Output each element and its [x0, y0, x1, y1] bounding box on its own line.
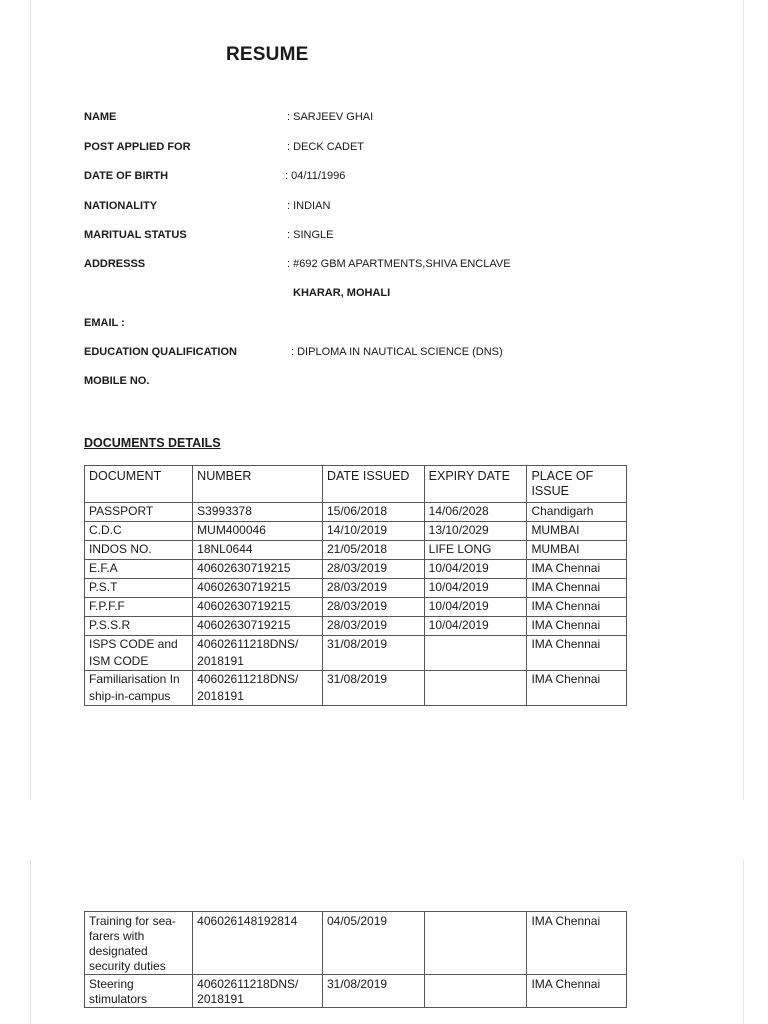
cell-number: MUM400046	[193, 522, 323, 541]
cell-number: 18NL0644	[193, 541, 323, 560]
cell-document: F.P.F.F	[85, 598, 193, 617]
address-line-1: : #692 GBM APARTMENTS,SHIVA ENCLAVE	[287, 258, 511, 270]
cell-date-issued: 28/03/2019	[322, 579, 424, 598]
cell-document: PASSPORT	[85, 503, 193, 522]
table-row	[85, 617, 627, 636]
address-line-2: KHARAR, MOHALI	[293, 287, 391, 299]
cell-number: 40602630719215	[193, 579, 323, 598]
header-date-issued: DATE ISSUED	[322, 466, 424, 503]
cell-place-of-issue: IMA Chennai	[527, 617, 627, 636]
nationality-label: NATIONALITY	[84, 200, 158, 212]
cell-place-of-issue: MUMBAI	[527, 522, 627, 541]
cell-document: P.S.T	[85, 579, 193, 598]
marital-status-value: : SINGLE	[287, 229, 334, 241]
cell-number: 40602611218DNS/ 2018191	[193, 636, 323, 671]
cell-place-of-issue: IMA Chennai	[527, 579, 627, 598]
cell-expiry-date: 10/04/2019	[424, 617, 527, 636]
cell-number: 40602630719215	[193, 598, 323, 617]
cell-number: 40602630719215	[193, 617, 323, 636]
cell-date-issued: 14/10/2019	[322, 522, 424, 541]
post-label: POST APPLIED FOR	[84, 141, 191, 153]
table-row	[85, 598, 627, 617]
table-row	[85, 912, 627, 975]
header-expiry-date: EXPIRY DATE	[424, 466, 527, 503]
resume-title: RESUME	[226, 44, 309, 65]
cell-expiry-date	[424, 636, 527, 671]
cell-expiry-date	[424, 671, 527, 706]
cell-place-of-issue: Chandigarh	[527, 503, 627, 522]
table-row	[85, 503, 627, 522]
cell-date-issued: 31/08/2019	[322, 975, 424, 1008]
table-row	[85, 560, 627, 579]
cell-place-of-issue: IMA Chennai	[527, 671, 627, 706]
dob-label: DATE OF BIRTH	[84, 170, 169, 182]
table-row	[85, 975, 627, 1008]
cell-number: 40602611218DNS/ 2018191	[193, 975, 323, 1008]
cell-date-issued: 31/08/2019	[322, 636, 424, 671]
cell-expiry-date: LIFE LONG	[424, 541, 527, 560]
cell-document: Familiarisation In ship-in-campus	[85, 671, 193, 706]
email-label: EMAIL :	[84, 317, 125, 329]
table-row	[85, 636, 627, 671]
cell-place-of-issue: IMA Chennai	[527, 598, 627, 617]
cell-place-of-issue: IMA Chennai	[527, 975, 627, 1008]
cell-place-of-issue: IMA Chennai	[527, 912, 627, 975]
cell-expiry-date: 10/04/2019	[424, 560, 527, 579]
table-row	[85, 541, 627, 560]
cell-expiry-date: 10/04/2019	[424, 579, 527, 598]
cell-document: E.F.A	[85, 560, 193, 579]
cell-expiry-date: 13/10/2029	[424, 522, 527, 541]
cell-date-issued: 15/06/2018	[322, 503, 424, 522]
table-row	[85, 522, 627, 541]
cell-expiry-date	[424, 912, 527, 975]
cell-expiry-date: 14/06/2028	[424, 503, 527, 522]
address-label: ADDRESSS	[84, 258, 146, 270]
nationality-value: : INDIAN	[287, 200, 331, 212]
cell-document: C.D.C	[85, 522, 193, 541]
page-gap	[0, 800, 768, 860]
cell-expiry-date: 10/04/2019	[424, 598, 527, 617]
cell-date-issued: 28/03/2019	[322, 617, 424, 636]
documents-heading: DOCUMENTS DETAILS	[84, 436, 221, 450]
cell-place-of-issue: IMA Chennai	[527, 636, 627, 671]
documents-table-continued	[84, 911, 627, 1008]
cell-date-issued: 21/05/2018	[322, 541, 424, 560]
cell-expiry-date	[424, 975, 527, 1008]
cell-document: Steering stimulators	[85, 975, 193, 1008]
cell-number: 40602630719215	[193, 560, 323, 579]
cell-number: 406026148192814	[193, 912, 323, 975]
education-value: : DIPLOMA IN NAUTICAL SCIENCE (DNS)	[291, 346, 503, 358]
header-place-of-issue: PLACE OF ISSUE	[527, 466, 627, 503]
post-value: : DECK CADET	[287, 141, 365, 153]
documents-header-row	[85, 466, 627, 503]
documents-table	[84, 465, 627, 706]
cell-date-issued: 31/08/2019	[322, 671, 424, 706]
cell-date-issued: 28/03/2019	[322, 560, 424, 579]
table-row	[85, 579, 627, 598]
cell-number: S3993378	[193, 503, 323, 522]
mobile-label: MOBILE NO.	[84, 375, 150, 387]
cell-place-of-issue: IMA Chennai	[527, 560, 627, 579]
cell-date-issued: 28/03/2019	[322, 598, 424, 617]
marital-status-label: MARITUAL STATUS	[84, 229, 187, 241]
name-label: NAME	[84, 111, 117, 123]
table-row	[85, 671, 627, 706]
cell-document: INDOS NO.	[85, 541, 193, 560]
cell-number: 40602611218DNS/ 2018191	[193, 671, 323, 706]
cell-document: Training for sea-farers with designated security duties	[85, 912, 193, 975]
name-value: : SARJEEV GHAI	[287, 111, 374, 123]
cell-date-issued: 04/05/2019	[322, 912, 424, 975]
header-document: DOCUMENT	[85, 466, 193, 503]
cell-document: ISPS CODE and ISM CODE	[85, 636, 193, 671]
header-number: NUMBER	[193, 466, 323, 503]
cell-place-of-issue: MUMBAI	[527, 541, 627, 560]
dob-value: : 04/11/1996	[285, 170, 346, 182]
cell-document: P.S.S.R	[85, 617, 193, 636]
education-label: EDUCATION QUALIFICATION	[84, 346, 237, 358]
